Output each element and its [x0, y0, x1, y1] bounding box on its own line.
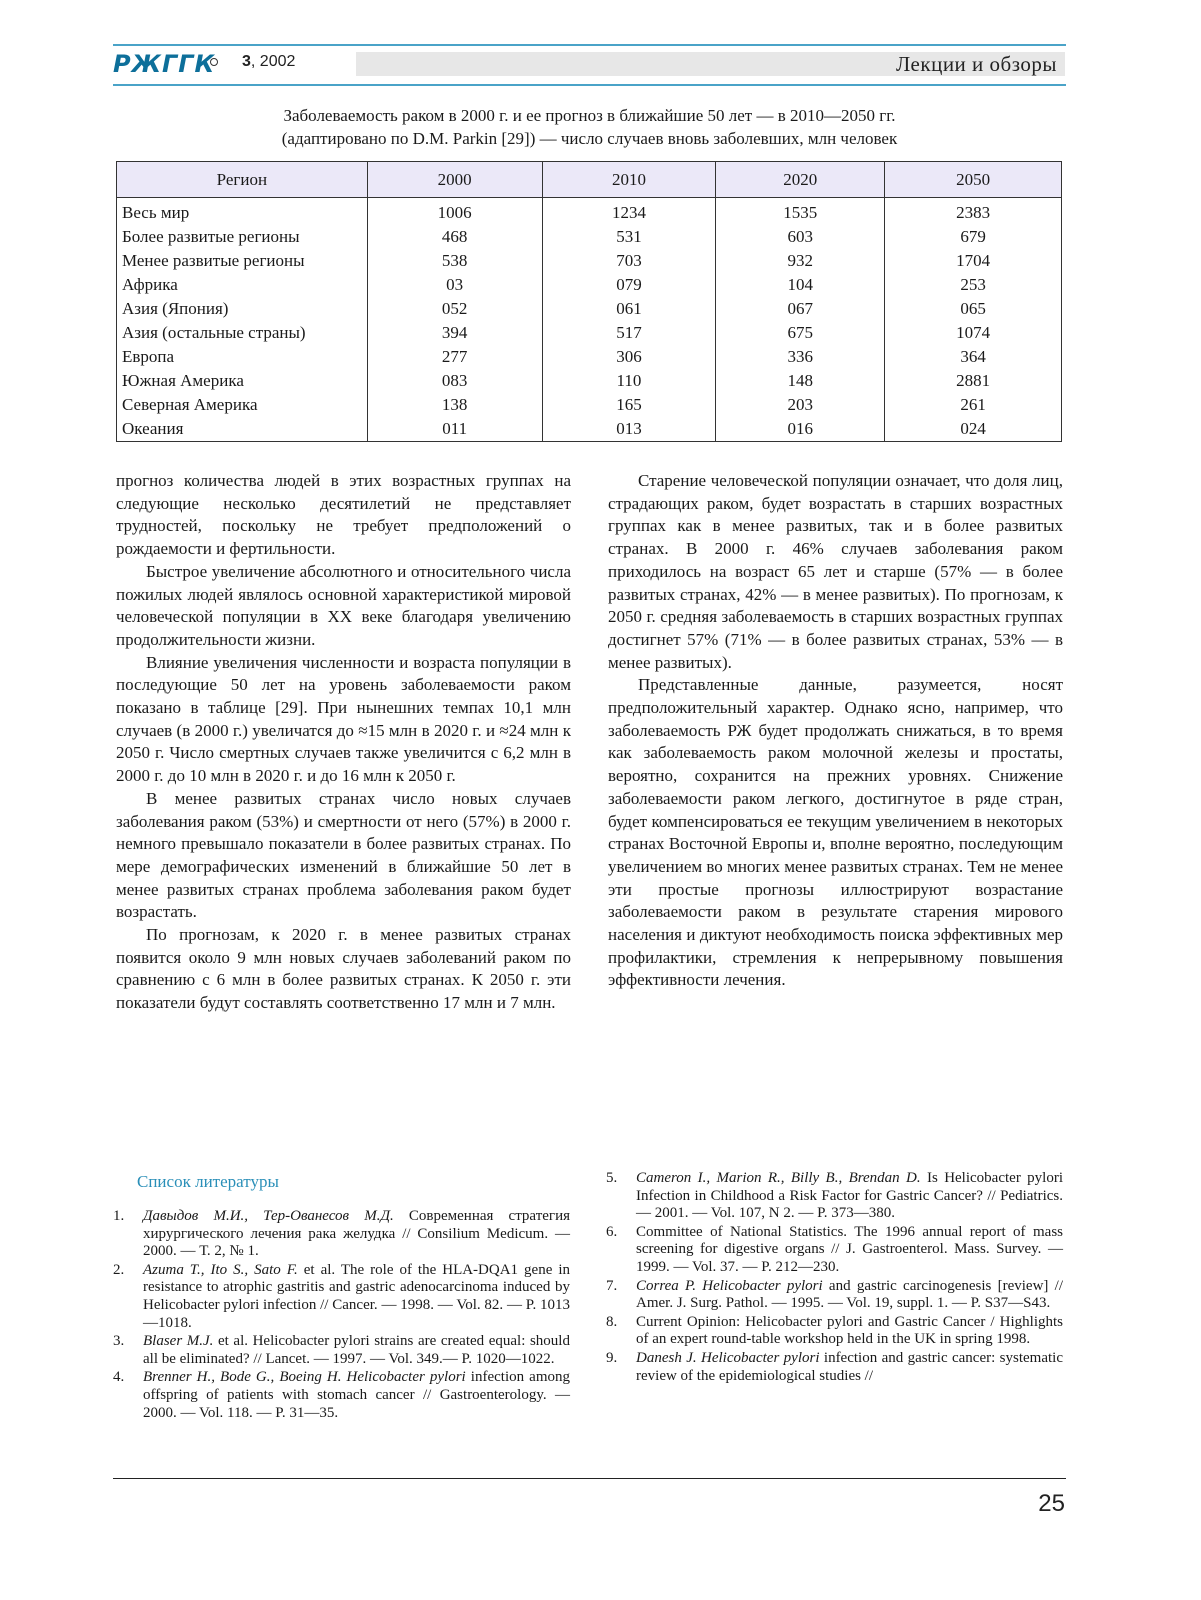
paragraph: Старение человеческой популяции означает, что доля лиц, страдающих раком, будет возрастать в старших возрастных группах как в менее развитых, так и в более развитых странах. В 2000 г. 46% случаев заболевания раком приходилось на возраст 65 лет и старше (57% — в более развитых странах, 42% — в менее развитых). По прогнозам, к 2050 г. средняя заболеваемость в старших возрастных группах достигнет 57% (71% — в более развитых странах, 53% — в менее развитых).	[608, 471, 1063, 672]
issue-number: 3	[242, 53, 251, 70]
table-row	[117, 393, 1062, 417]
value-cell: 1704	[885, 249, 1062, 273]
value-cell: 104	[716, 273, 885, 297]
table-caption-line1: Заболеваемость раком в 2000 г. и ее прогноз в ближайшие 50 лет — в 2010—2050 гг.	[283, 106, 896, 125]
reference-text: et al. Helicobacter pylori strains are created equal: should all be eliminated? // Lancet. — 1997. — Vol. 349.— P. 1020—1022.	[143, 1333, 570, 1367]
cancer-incidence-table	[116, 161, 1062, 442]
reference-item	[113, 1208, 570, 1261]
reference-number: 2.	[113, 1261, 125, 1278]
value-cell: 703	[542, 249, 716, 273]
reference-number: 7.	[606, 1277, 618, 1294]
value-cell: 261	[885, 393, 1062, 417]
table-row	[117, 297, 1062, 321]
table-row	[117, 369, 1062, 393]
value-cell: 061	[542, 297, 716, 321]
value-cell: 013	[542, 417, 716, 442]
reference-item	[606, 1224, 1063, 1277]
references-title: Список литературы	[137, 1172, 279, 1191]
value-cell: 024	[885, 417, 1062, 442]
value-cell: 675	[716, 321, 885, 345]
value-cell: 538	[367, 249, 542, 273]
reference-text: and gastric carcinogenesis [review] // Amer. J. Surg. Pathol. — 1995. — Vol. 19, suppl. 1. — P. S37—S43.	[636, 1277, 1063, 1312]
issue-year: 2002	[259, 53, 296, 70]
section-title: Лекции и обзоры	[895, 52, 1057, 76]
reference-text: infection and gastric cancer: systematic review of the epidemiological studies //	[636, 1349, 1063, 1384]
reference-text: Current Opinion: Helicobacter pylori and Gastric Cancer / Highlights of an expert round-table workshop held in the UK in spring 1998.	[636, 1313, 1063, 1348]
value-cell: 394	[367, 321, 542, 345]
table-caption-line2: (адаптировано по D.M. Parkin [29]) — число случаев вновь заболевших, млн человек	[281, 129, 898, 148]
body-column-right	[608, 470, 1063, 992]
value-cell: 603	[716, 225, 885, 249]
value-cell: 1074	[885, 321, 1062, 345]
reference-authors: Cameron I., Marion R., Billy B., Brendan D.	[636, 1170, 921, 1186]
value-cell: 932	[716, 249, 885, 273]
reference-item	[113, 1262, 570, 1332]
body-column-left	[116, 470, 571, 1015]
reference-item	[606, 1350, 1063, 1385]
references-list-left	[113, 1208, 570, 1423]
region-cell: Менее развитые регионы	[117, 249, 368, 273]
journal-logo: РЖГГК	[113, 50, 216, 78]
reference-text: et al. The role of the HLA-DQA1 gene in resistance to atrophic gastritis and gastric adenocarcinoma induced by Helicobacter pylori infection // Cancer. — 1998. — Vol. 82. — P. 1013—1018.	[143, 1261, 570, 1331]
region-cell: Азия (Япония)	[117, 297, 368, 321]
reference-text: Is Helicobacter pylori Infection in Childhood a Risk Factor for Gastric Cancer? // Pediatrics. — 2001. — Vol. 107, N 2. — P. 373—380.	[636, 1170, 1064, 1222]
value-cell: 277	[367, 345, 542, 369]
reference-item	[113, 1369, 570, 1422]
value-cell: 203	[716, 393, 885, 417]
section-bar	[356, 52, 1065, 76]
value-cell: 364	[885, 345, 1062, 369]
reference-item	[113, 1333, 570, 1368]
column-header: 2020	[716, 162, 885, 198]
value-cell: 083	[367, 369, 542, 393]
reference-number: 8.	[606, 1313, 618, 1330]
reference-text: Committee of National Statistics. The 1996 annual report of mass screening for digestive organs // J. Gastroenterol. Mass. Survey. — 1999. — Vol. 37. — P. 212—230.	[636, 1223, 1063, 1275]
reference-authors: Давыдов М.И., Тер-Ованесов М.Д.	[143, 1208, 394, 1224]
value-cell: 679	[885, 225, 1062, 249]
value-cell: 531	[542, 225, 716, 249]
paragraph: По прогнозам, к 2020 г. в менее развитых странах появится около 9 млн новых случаев заболеваний раком по сравнению с 6 млн в более развитых странах. К 2050 г. эти показатели будут составлять соответственно 17 млн и 7 млн.	[116, 925, 571, 1013]
value-cell: 1535	[716, 198, 885, 226]
value-cell: 138	[367, 393, 542, 417]
value-cell: 03	[367, 273, 542, 297]
value-cell: 067	[716, 297, 885, 321]
value-cell: 336	[716, 345, 885, 369]
value-cell: 148	[716, 369, 885, 393]
footer-rule	[113, 1478, 1066, 1479]
value-cell: 016	[716, 417, 885, 442]
region-cell: Весь мир	[117, 198, 368, 226]
value-cell: 110	[542, 369, 716, 393]
table-row	[117, 198, 1062, 226]
table-row	[117, 417, 1062, 442]
paragraph: прогноз количества людей в этих возрастных группах на следующие несколько десятилетий не представляет трудностей, поскольку не требует предположений о рождаемости и фертильности.	[116, 471, 571, 559]
value-cell: 052	[367, 297, 542, 321]
reference-item	[606, 1170, 1063, 1223]
reference-number: 5.	[606, 1170, 618, 1186]
reference-text: Современная стратегия хирургического лечения рака желудка // Consilium Medicum. — 2000. — Т. 2, № 1.	[143, 1208, 570, 1260]
table-row	[117, 345, 1062, 369]
value-cell: 065	[885, 297, 1062, 321]
column-header: 2050	[885, 162, 1062, 198]
reference-item	[606, 1278, 1063, 1313]
reference-number: 3.	[113, 1333, 125, 1350]
value-cell: 1234	[542, 198, 716, 226]
reference-number: 4.	[113, 1369, 125, 1386]
table-header-row	[117, 162, 1062, 198]
reference-number: 1.	[113, 1208, 125, 1224]
value-cell: 306	[542, 345, 716, 369]
value-cell: 2881	[885, 369, 1062, 393]
region-cell: Южная Америка	[117, 369, 368, 393]
value-cell: 468	[367, 225, 542, 249]
reference-item	[606, 1314, 1063, 1349]
header-rule-bottom	[113, 84, 1066, 86]
reference-authors: Azuma T., Ito S., Sato F.	[143, 1261, 298, 1278]
value-cell: 1006	[367, 198, 542, 226]
value-cell: 517	[542, 321, 716, 345]
issue-info: 3, 2002	[242, 53, 296, 70]
page-number: 25	[1038, 1490, 1065, 1517]
value-cell: 165	[542, 393, 716, 417]
table-row	[117, 225, 1062, 249]
column-header: 2010	[542, 162, 716, 198]
table-row	[117, 273, 1062, 297]
region-cell: Африка	[117, 273, 368, 297]
reference-text: infection among offspring of patients with stomach cancer // Gastroenterology. — 2000. — Vol. 118. — P. 31—35.	[143, 1369, 570, 1421]
reference-authors: Brenner H., Bode G., Boeing H. Helicobacter pylori	[143, 1369, 466, 1386]
value-cell: 253	[885, 273, 1062, 297]
region-cell: Северная Америка	[117, 393, 368, 417]
reference-number: 6.	[606, 1223, 618, 1240]
reference-authors: Correa P. Helicobacter pylori	[636, 1277, 823, 1294]
table-row	[117, 249, 1062, 273]
paragraph: Влияние увеличения численности и возраста популяции в последующие 50 лет на уровень заболеваемости раком показано в таблице [29]. При нынешних темпах 10,1 млн случаев (в 2000 г.) увеличатся до ≈15 млн в 2020 г. и ≈24 млн к 2050 г. Число смертных случаев также увеличится с 6,2 млн в 2000 г. до 10 млн в 2020 г. и до 16 млн к 2050 г.	[116, 652, 571, 786]
value-cell: 2383	[885, 198, 1062, 226]
region-cell: Более развитые регионы	[117, 225, 368, 249]
column-header: Регион	[117, 162, 368, 198]
references-list-right	[606, 1170, 1063, 1386]
paragraph: В менее развитых странах число новых случаев заболевания раком (53%) и смертности от него (57%) в 2000 г. немного превышало показатели в более развитых странах. По мере демографических изменений в ближайшие 50 лет в менее развитых странах проблема заболевания раком будет возрастать.	[116, 788, 571, 922]
region-cell: Европа	[117, 345, 368, 369]
value-cell: 079	[542, 273, 716, 297]
paragraph: Представленные данные, разумеется, носят предположительный характер. Однако ясно, например, что заболеваемость РЖ будет продолжать снижаться, в то время как заболеваемость раком молочной железы и простаты, вероятно, сохранится на прежних уровнях. Снижение заболеваемости раком легкого, достигнутое в ряде стран, будет компенсироваться ее текущим увеличением в некоторых странах Восточной Европы и, вполне вероятно, последующим увеличением во многих менее развитых странах. Тем не менее эти простые прогнозы иллюстрируют возрастание заболеваемости раком в результате старения мирового населения и диктуют необходимость поиска эффективных мер профилактики, стремления к непрерывному повышения эффективности лечения.	[608, 675, 1064, 990]
value-cell: 011	[367, 417, 542, 442]
region-cell: Азия (остальные страны)	[117, 321, 368, 345]
circle-bullet-icon	[210, 58, 218, 66]
column-header: 2000	[367, 162, 542, 198]
reference-number: 9.	[606, 1349, 618, 1366]
header-rule-top	[113, 44, 1066, 46]
paragraph: Быстрое увеличение абсолютного и относительного числа пожилых людей являлось основной характеристикой мировой человеческой популяции в XX веке благодаря увеличению продолжительности жизни.	[116, 561, 571, 649]
table-row	[117, 321, 1062, 345]
region-cell: Океания	[117, 417, 368, 442]
reference-authors: Blaser M.J.	[143, 1333, 214, 1350]
reference-authors: Danesh J. Helicobacter pylori	[636, 1349, 820, 1366]
